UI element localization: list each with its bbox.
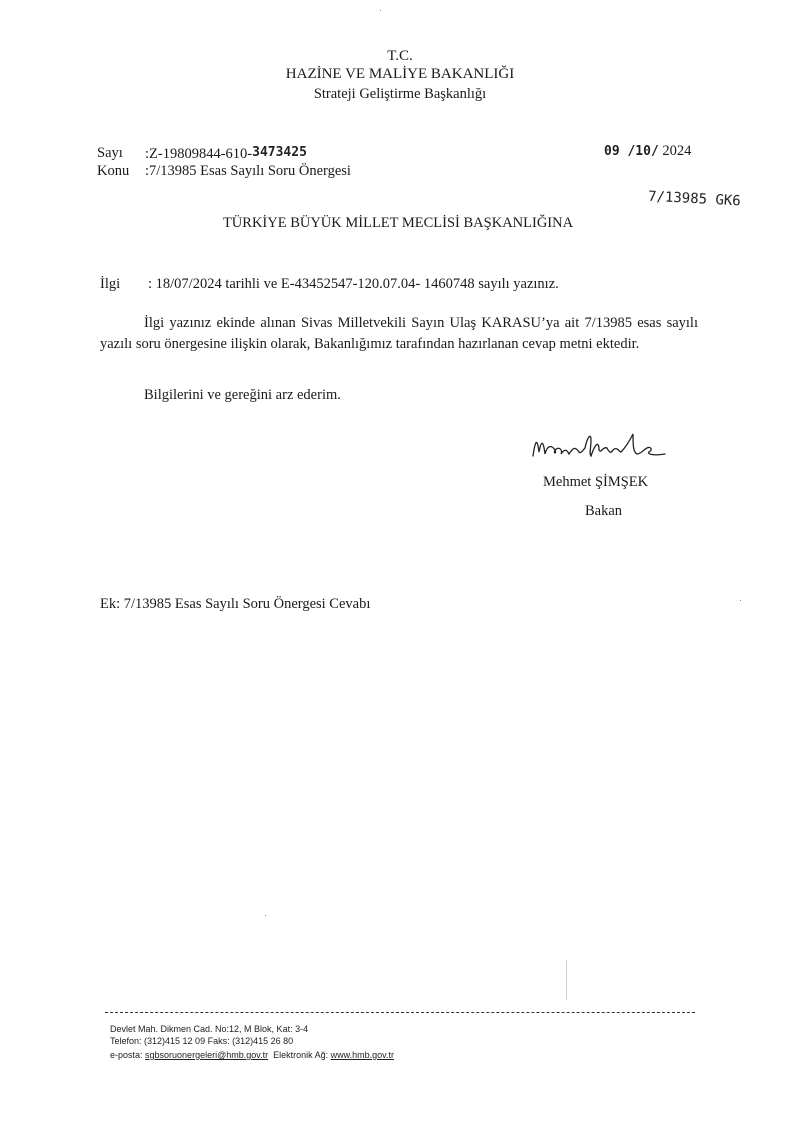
konu-label: Konu: [97, 163, 130, 179]
attachment-line: Ek: 7/13985 Esas Sayılı Soru Önergesi Cevabı: [100, 596, 371, 612]
date-year: 2024: [658, 143, 692, 159]
recipient-text: TÜRKİYE BÜYÜK MİLLET MECLİSİ BAŞKANLIĞINA: [222, 215, 574, 231]
scan-speck: [380, 10, 381, 11]
signatory-name: Mehmet ŞİMŞEK: [543, 474, 649, 490]
footer-divider: [105, 1012, 695, 1013]
footer-phone: Telefon: (312)415 12 09 Faks: (312)415 26 80: [110, 1036, 294, 1046]
footer-email-link[interactable]: sgbsoruonergeleri@hmb.gov.tr: [145, 1050, 269, 1060]
sayi-line: [145, 145, 307, 163]
ilgi-value: : 18/07/2024 tarihli ve E-43452547-120.07.04- 1460748 sayılı yazınız.: [148, 276, 559, 292]
recipient-title: [0, 215, 800, 232]
header-department: Strateji Geliştirme Başkanlığı: [313, 86, 487, 102]
sayi-label: Sayı: [97, 145, 123, 161]
konu-value: :7/13985 Esas Sayılı Soru Önergesi: [145, 163, 351, 179]
footer-web-label: Elektronik Ağ:: [268, 1050, 331, 1060]
sayi-handwritten: 3473425: [252, 145, 307, 160]
footer-web-link[interactable]: www.hmb.gov.tr: [330, 1050, 394, 1060]
signature-scribble: [525, 424, 685, 466]
scan-speck: [740, 600, 741, 601]
side-note-handwritten: 7/13985 GK6: [647, 188, 742, 210]
sayi-value: :Z-19809844-610-: [145, 146, 253, 162]
date-handwritten: 09 /10/: [604, 144, 659, 159]
document-date: [604, 143, 691, 160]
scan-speck: [265, 915, 266, 916]
footer-contact: [110, 1050, 394, 1060]
scan-speck: [566, 960, 567, 1000]
header-tc: T.C.: [387, 48, 413, 64]
ilgi-label: İlgi: [100, 276, 121, 292]
footer-address: Devlet Mah. Dikmen Cad. No:12, M Blok, Kat: 3-4: [110, 1024, 309, 1034]
body-paragraph-2: Bilgilerini ve gereğini arz ederim.: [144, 387, 341, 403]
header-ministry: HAZİNE VE MALİYE BAKANLIĞI: [285, 66, 515, 82]
footer-email-label: e-posta:: [110, 1050, 146, 1060]
signatory-title: Bakan: [585, 503, 623, 519]
body-paragraph-1: İlgi yazınız ekinde alınan Sivas Milletvekili Sayın Ulaş KARASU’ya ait 7/13985 esas sayılı yazılı soru önergesine ilişkin olarak, Bakanlığımız tarafından hazırlanan cevap metni ektedir.: [100, 315, 698, 352]
